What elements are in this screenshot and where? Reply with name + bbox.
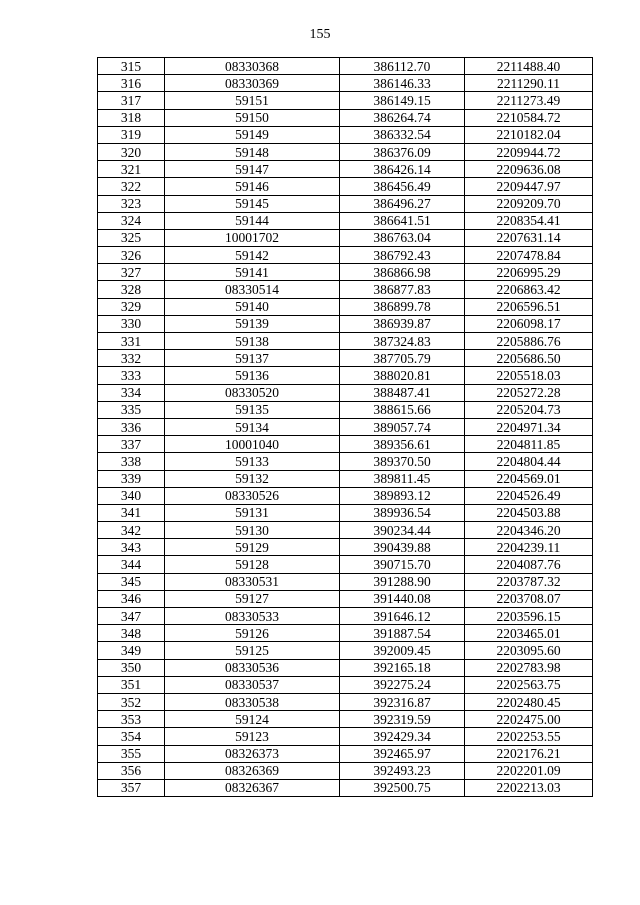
point-id-cell: 59148 <box>165 143 340 160</box>
x-coordinate-cell: 388615.66 <box>340 401 465 418</box>
y-coordinate-cell: 2205518.03 <box>465 367 593 384</box>
y-coordinate-cell: 2211273.49 <box>465 92 593 109</box>
table-row <box>98 367 593 384</box>
x-coordinate-cell: 390439.88 <box>340 539 465 556</box>
row-number-cell: 323 <box>98 195 165 212</box>
row-number-cell: 326 <box>98 247 165 264</box>
point-id-cell: 59135 <box>165 401 340 418</box>
point-id-cell: 59141 <box>165 264 340 281</box>
y-coordinate-cell: 2204526.49 <box>465 487 593 504</box>
row-number-cell: 350 <box>98 659 165 676</box>
point-id-cell: 59134 <box>165 418 340 435</box>
table-row <box>98 384 593 401</box>
point-id-cell: 08326367 <box>165 779 340 796</box>
table-row <box>98 504 593 521</box>
point-id-cell: 59132 <box>165 470 340 487</box>
row-number-cell: 342 <box>98 522 165 539</box>
table-row <box>98 642 593 659</box>
y-coordinate-cell: 2204346.20 <box>465 522 593 539</box>
x-coordinate-cell: 386376.09 <box>340 143 465 160</box>
x-coordinate-cell: 389356.61 <box>340 436 465 453</box>
point-id-cell: 59149 <box>165 126 340 143</box>
point-id-cell: 59137 <box>165 350 340 367</box>
row-number-cell: 347 <box>98 608 165 625</box>
table-row <box>98 350 593 367</box>
y-coordinate-cell: 2204087.76 <box>465 556 593 573</box>
x-coordinate-cell: 386763.04 <box>340 229 465 246</box>
row-number-cell: 327 <box>98 264 165 281</box>
y-coordinate-cell: 2202480.45 <box>465 693 593 710</box>
table-row <box>98 676 593 693</box>
row-number-cell: 349 <box>98 642 165 659</box>
x-coordinate-cell: 389893.12 <box>340 487 465 504</box>
table-row <box>98 608 593 625</box>
table-row <box>98 109 593 126</box>
y-coordinate-cell: 2202783.98 <box>465 659 593 676</box>
y-coordinate-cell: 2206995.29 <box>465 264 593 281</box>
table-row <box>98 470 593 487</box>
y-coordinate-cell: 2202176.21 <box>465 745 593 762</box>
y-coordinate-cell: 2204503.88 <box>465 504 593 521</box>
row-number-cell: 340 <box>98 487 165 504</box>
table-row <box>98 487 593 504</box>
row-number-cell: 332 <box>98 350 165 367</box>
row-number-cell: 329 <box>98 298 165 315</box>
y-coordinate-cell: 2210182.04 <box>465 126 593 143</box>
y-coordinate-cell: 2209447.97 <box>465 178 593 195</box>
y-coordinate-cell: 2202475.00 <box>465 711 593 728</box>
x-coordinate-cell: 389811.45 <box>340 470 465 487</box>
table-row <box>98 247 593 264</box>
point-id-cell: 59127 <box>165 590 340 607</box>
y-coordinate-cell: 2205272.28 <box>465 384 593 401</box>
y-coordinate-cell: 2205686.50 <box>465 350 593 367</box>
table-row <box>98 539 593 556</box>
y-coordinate-cell: 2210584.72 <box>465 109 593 126</box>
x-coordinate-cell: 392429.34 <box>340 728 465 745</box>
y-coordinate-cell: 2204239.11 <box>465 539 593 556</box>
table-row <box>98 711 593 728</box>
y-coordinate-cell: 2204569.01 <box>465 470 593 487</box>
y-coordinate-cell: 2203095.60 <box>465 642 593 659</box>
point-id-cell: 59146 <box>165 178 340 195</box>
point-id-cell: 08330368 <box>165 58 340 75</box>
row-number-cell: 344 <box>98 556 165 573</box>
x-coordinate-cell: 386112.70 <box>340 58 465 75</box>
x-coordinate-cell: 386496.27 <box>340 195 465 212</box>
point-id-cell: 59130 <box>165 522 340 539</box>
row-number-cell: 343 <box>98 539 165 556</box>
table-row <box>98 195 593 212</box>
y-coordinate-cell: 2206863.42 <box>465 281 593 298</box>
y-coordinate-cell: 2203596.15 <box>465 608 593 625</box>
row-number-cell: 339 <box>98 470 165 487</box>
y-coordinate-cell: 2206596.51 <box>465 298 593 315</box>
x-coordinate-cell: 386426.14 <box>340 161 465 178</box>
row-number-cell: 351 <box>98 676 165 693</box>
table-row <box>98 556 593 573</box>
row-number-cell: 322 <box>98 178 165 195</box>
x-coordinate-cell: 392009.45 <box>340 642 465 659</box>
point-id-cell: 59125 <box>165 642 340 659</box>
y-coordinate-cell: 2209944.72 <box>465 143 593 160</box>
y-coordinate-cell: 2203787.32 <box>465 573 593 590</box>
row-number-cell: 325 <box>98 229 165 246</box>
y-coordinate-cell: 2203465.01 <box>465 625 593 642</box>
point-id-cell: 08330520 <box>165 384 340 401</box>
point-id-cell: 08330369 <box>165 75 340 92</box>
point-id-cell: 59138 <box>165 333 340 350</box>
table-row <box>98 333 593 350</box>
x-coordinate-cell: 392275.24 <box>340 676 465 693</box>
table-row <box>98 522 593 539</box>
y-coordinate-cell: 2209209.70 <box>465 195 593 212</box>
point-id-cell: 08326369 <box>165 762 340 779</box>
point-id-cell: 59124 <box>165 711 340 728</box>
point-id-cell: 08330537 <box>165 676 340 693</box>
x-coordinate-cell: 386146.33 <box>340 75 465 92</box>
row-number-cell: 354 <box>98 728 165 745</box>
row-number-cell: 333 <box>98 367 165 384</box>
point-id-cell: 59129 <box>165 539 340 556</box>
point-id-cell: 59123 <box>165 728 340 745</box>
row-number-cell: 338 <box>98 453 165 470</box>
y-coordinate-cell: 2206098.17 <box>465 315 593 332</box>
table-row <box>98 762 593 779</box>
table-row <box>98 298 593 315</box>
y-coordinate-cell: 2202213.03 <box>465 779 593 796</box>
table-row <box>98 418 593 435</box>
row-number-cell: 336 <box>98 418 165 435</box>
row-number-cell: 352 <box>98 693 165 710</box>
x-coordinate-cell: 386332.54 <box>340 126 465 143</box>
row-number-cell: 318 <box>98 109 165 126</box>
row-number-cell: 355 <box>98 745 165 762</box>
point-id-cell: 59126 <box>165 625 340 642</box>
x-coordinate-cell: 386899.78 <box>340 298 465 315</box>
y-coordinate-cell: 2204804.44 <box>465 453 593 470</box>
x-coordinate-cell: 387705.79 <box>340 350 465 367</box>
row-number-cell: 346 <box>98 590 165 607</box>
y-coordinate-cell: 2204811.85 <box>465 436 593 453</box>
row-number-cell: 320 <box>98 143 165 160</box>
point-id-cell: 08330536 <box>165 659 340 676</box>
point-id-cell: 59150 <box>165 109 340 126</box>
point-id-cell: 08330514 <box>165 281 340 298</box>
row-number-cell: 317 <box>98 92 165 109</box>
table-row <box>98 401 593 418</box>
row-number-cell: 319 <box>98 126 165 143</box>
y-coordinate-cell: 2211290.11 <box>465 75 593 92</box>
x-coordinate-cell: 391646.12 <box>340 608 465 625</box>
point-id-cell: 08330538 <box>165 693 340 710</box>
x-coordinate-cell: 389057.74 <box>340 418 465 435</box>
table-row <box>98 161 593 178</box>
row-number-cell: 356 <box>98 762 165 779</box>
point-id-cell: 10001702 <box>165 229 340 246</box>
y-coordinate-cell: 2208354.41 <box>465 212 593 229</box>
table-row <box>98 779 593 796</box>
x-coordinate-cell: 389370.50 <box>340 453 465 470</box>
point-id-cell: 08330526 <box>165 487 340 504</box>
x-coordinate-cell: 386939.87 <box>340 315 465 332</box>
x-coordinate-cell: 392493.23 <box>340 762 465 779</box>
table-row <box>98 92 593 109</box>
table-row <box>98 625 593 642</box>
table-row <box>98 126 593 143</box>
point-id-cell: 59139 <box>165 315 340 332</box>
point-id-cell: 59128 <box>165 556 340 573</box>
point-id-cell: 59140 <box>165 298 340 315</box>
y-coordinate-cell: 2202201.09 <box>465 762 593 779</box>
x-coordinate-cell: 390715.70 <box>340 556 465 573</box>
x-coordinate-cell: 392465.97 <box>340 745 465 762</box>
row-number-cell: 315 <box>98 58 165 75</box>
x-coordinate-cell: 390234.44 <box>340 522 465 539</box>
y-coordinate-cell: 2211488.40 <box>465 58 593 75</box>
point-id-cell: 59131 <box>165 504 340 521</box>
row-number-cell: 353 <box>98 711 165 728</box>
y-coordinate-cell: 2203708.07 <box>465 590 593 607</box>
point-id-cell: 59144 <box>165 212 340 229</box>
table-row <box>98 75 593 92</box>
x-coordinate-cell: 392319.59 <box>340 711 465 728</box>
y-coordinate-cell: 2204971.34 <box>465 418 593 435</box>
y-coordinate-cell: 2207631.14 <box>465 229 593 246</box>
y-coordinate-cell: 2202253.55 <box>465 728 593 745</box>
x-coordinate-cell: 392165.18 <box>340 659 465 676</box>
point-id-cell: 59142 <box>165 247 340 264</box>
x-coordinate-cell: 388020.81 <box>340 367 465 384</box>
table-row <box>98 143 593 160</box>
table-row <box>98 264 593 281</box>
row-number-cell: 335 <box>98 401 165 418</box>
point-id-cell: 59136 <box>165 367 340 384</box>
table-row <box>98 453 593 470</box>
row-number-cell: 334 <box>98 384 165 401</box>
page-number: 155 <box>309 27 331 42</box>
y-coordinate-cell: 2209636.08 <box>465 161 593 178</box>
table-row <box>98 590 593 607</box>
row-number-cell: 341 <box>98 504 165 521</box>
x-coordinate-cell: 392500.75 <box>340 779 465 796</box>
x-coordinate-cell: 386792.43 <box>340 247 465 264</box>
x-coordinate-cell: 386866.98 <box>340 264 465 281</box>
table-row <box>98 693 593 710</box>
x-coordinate-cell: 386456.49 <box>340 178 465 195</box>
table-row <box>98 281 593 298</box>
point-id-cell: 59147 <box>165 161 340 178</box>
row-number-cell: 348 <box>98 625 165 642</box>
row-number-cell: 337 <box>98 436 165 453</box>
row-number-cell: 331 <box>98 333 165 350</box>
point-id-cell: 59133 <box>165 453 340 470</box>
coordinates-table <box>97 57 593 797</box>
x-coordinate-cell: 386641.51 <box>340 212 465 229</box>
table-row <box>98 573 593 590</box>
row-number-cell: 345 <box>98 573 165 590</box>
y-coordinate-cell: 2207478.84 <box>465 247 593 264</box>
row-number-cell: 324 <box>98 212 165 229</box>
x-coordinate-cell: 386264.74 <box>340 109 465 126</box>
y-coordinate-cell: 2205886.76 <box>465 333 593 350</box>
y-coordinate-cell: 2205204.73 <box>465 401 593 418</box>
row-number-cell: 316 <box>98 75 165 92</box>
row-number-cell: 330 <box>98 315 165 332</box>
x-coordinate-cell: 386877.83 <box>340 281 465 298</box>
table-row <box>98 58 593 75</box>
table-body <box>98 58 593 797</box>
x-coordinate-cell: 386149.15 <box>340 92 465 109</box>
table-row <box>98 728 593 745</box>
row-number-cell: 357 <box>98 779 165 796</box>
row-number-cell: 321 <box>98 161 165 178</box>
x-coordinate-cell: 391440.08 <box>340 590 465 607</box>
point-id-cell: 59145 <box>165 195 340 212</box>
point-id-cell: 08330533 <box>165 608 340 625</box>
y-coordinate-cell: 2202563.75 <box>465 676 593 693</box>
x-coordinate-cell: 392316.87 <box>340 693 465 710</box>
table-row <box>98 315 593 332</box>
table-row <box>98 745 593 762</box>
x-coordinate-cell: 387324.83 <box>340 333 465 350</box>
point-id-cell: 59151 <box>165 92 340 109</box>
point-id-cell: 10001040 <box>165 436 340 453</box>
point-id-cell: 08330531 <box>165 573 340 590</box>
x-coordinate-cell: 391887.54 <box>340 625 465 642</box>
point-id-cell: 08326373 <box>165 745 340 762</box>
row-number-cell: 328 <box>98 281 165 298</box>
x-coordinate-cell: 388487.41 <box>340 384 465 401</box>
x-coordinate-cell: 389936.54 <box>340 504 465 521</box>
table-row <box>98 212 593 229</box>
table-row <box>98 229 593 246</box>
table-row <box>98 178 593 195</box>
table-row <box>98 436 593 453</box>
x-coordinate-cell: 391288.90 <box>340 573 465 590</box>
table-row <box>98 659 593 676</box>
